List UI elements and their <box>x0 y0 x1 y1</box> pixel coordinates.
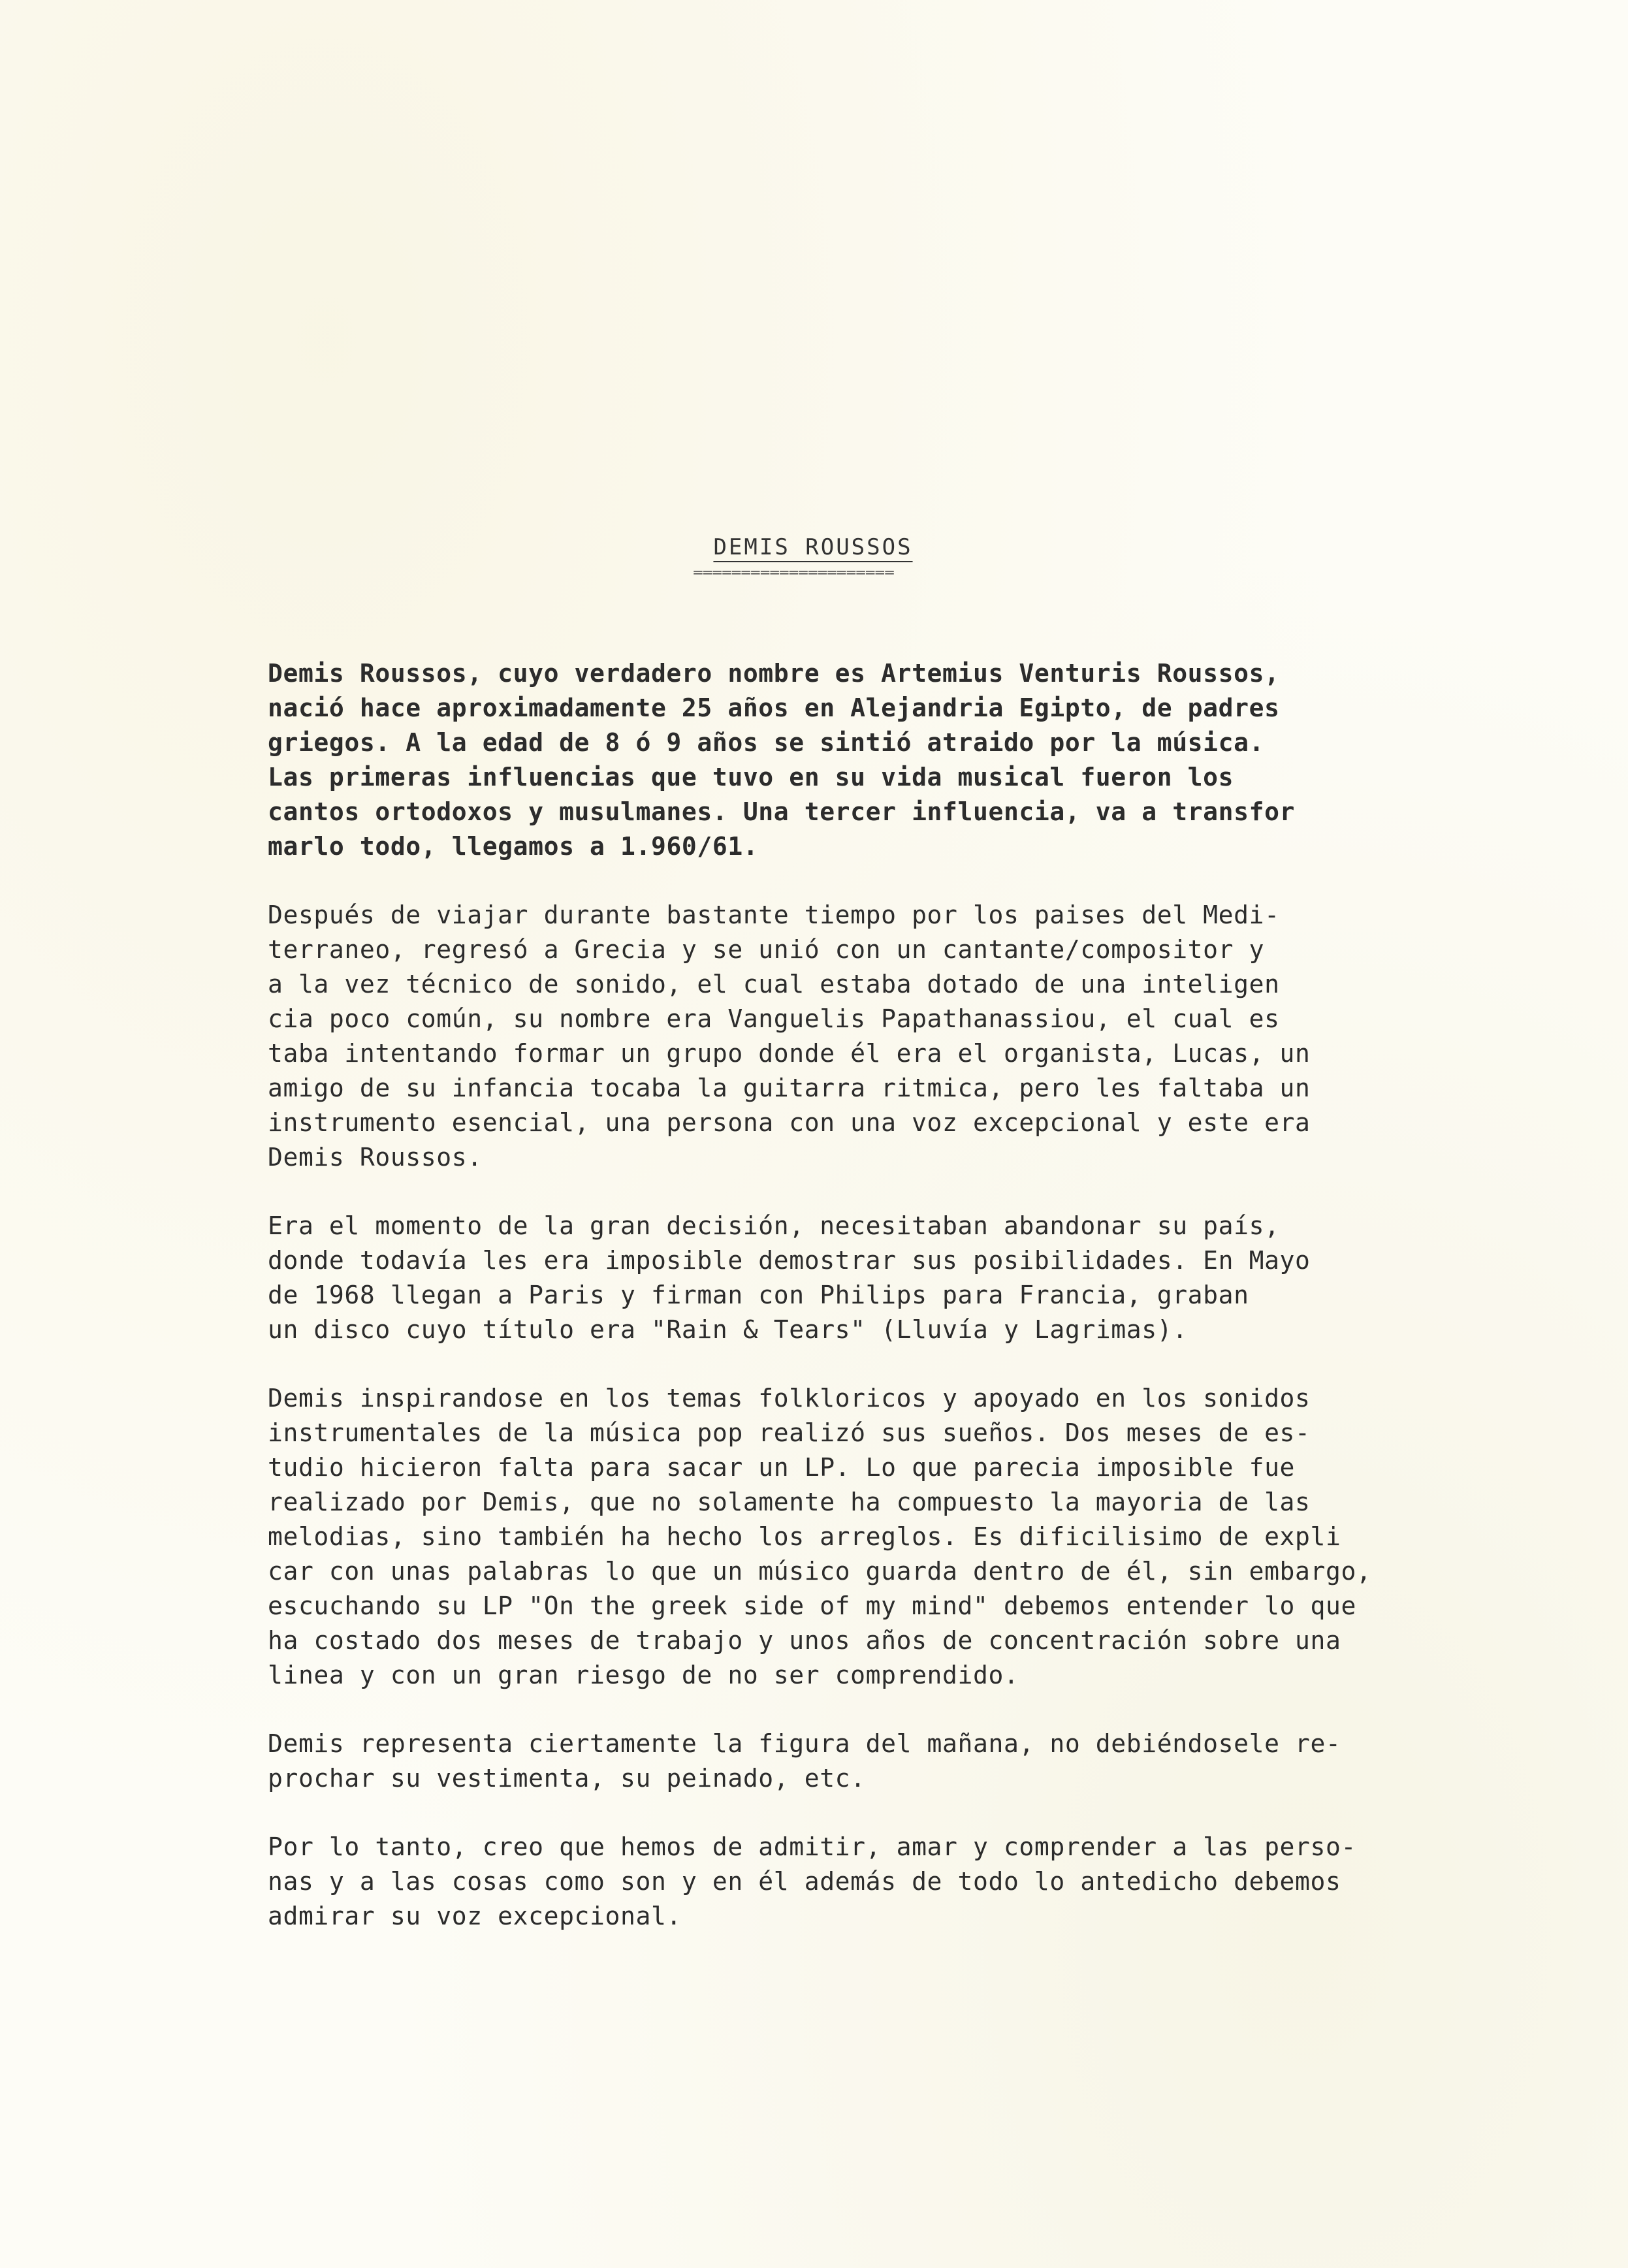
text-line: terraneo, regresó a Grecia y se unió con un cantante/compositor y <box>268 935 1265 964</box>
text-line: escuchando su LP "On the greek side of my mind" debemos entender lo que <box>268 1591 1356 1620</box>
text-line: de 1968 llegan a Paris y firman con Philips para Francia, graban <box>268 1281 1249 1309</box>
text-line: Por lo tanto, creo que hemos de admitir, amar y comprender a las perso- <box>268 1832 1356 1861</box>
text-line: nació hace aproximadamente 25 años en Alejandria Egipto, de padres <box>268 694 1280 722</box>
text-line: melodias, sino también ha hecho los arreglos. Es dificilisimo de expli <box>268 1522 1341 1551</box>
title-double-rule: ===================== <box>693 566 894 580</box>
text-line: tudio hicieron falta para sacar un LP. Lo que parecia imposible fue <box>268 1453 1296 1482</box>
text-line: Era el momento de la gran decisión, necesitaban abandonar su país, <box>268 1211 1280 1240</box>
text-line: cantos ortodoxos y musulmanes. Una tercer influencia, va a transfor <box>268 797 1296 826</box>
paragraph-2 <box>268 898 1482 1175</box>
text-line: marlo todo, llegamos a 1.960/61. <box>268 832 759 861</box>
title-block <box>611 534 976 581</box>
document-body <box>268 656 1482 1968</box>
paragraph-1 <box>268 656 1482 864</box>
text-line: cia poco común, su nombre era Vanguelis Papathanassiou, el cual es <box>268 1004 1280 1033</box>
text-line: instrumentales de la música pop realizó sus sueños. Dos meses de es- <box>268 1418 1311 1447</box>
text-line: Demis Roussos, cuyo verdadero nombre es Artemius Venturis Roussos, <box>268 659 1280 688</box>
text-line: Después de viajar durante bastante tiempo por los paises del Medi- <box>268 901 1280 929</box>
paragraph-3 <box>268 1209 1482 1347</box>
text-line: realizado por Demis, que no solamente ha compuesto la mayoria de las <box>268 1488 1311 1516</box>
text-line: car con unas palabras lo que un músico guarda dentro de él, sin embargo, <box>268 1557 1372 1586</box>
paragraph-4 <box>268 1381 1482 1693</box>
document-title: DEMIS ROUSSOS <box>713 534 913 560</box>
text-line: admirar su voz excepcional. <box>268 1902 682 1930</box>
text-line: Demis representa ciertamente la figura del mañana, no debiéndosele re- <box>268 1729 1341 1758</box>
text-line: linea y con un gran riesgo de no ser comprendido. <box>268 1661 1019 1689</box>
text-line: ha costado dos meses de trabajo y unos años de concentración sobre una <box>268 1626 1341 1655</box>
text-line: Las primeras influencias que tuvo en su vida musical fueron los <box>268 763 1234 791</box>
text-line: instrumento esencial, una persona con una voz excepcional y este era <box>268 1108 1311 1137</box>
text-line: prochar su vestimenta, su peinado, etc. <box>268 1764 866 1793</box>
text-line: griegos. A la edad de 8 ó 9 años se sintió atraido por la música. <box>268 728 1265 757</box>
paragraph-5 <box>268 1727 1482 1796</box>
text-line: nas y a las cosas como son y en él además de todo lo antedicho debemos <box>268 1867 1341 1896</box>
text-line: Demis Roussos. <box>268 1143 483 1172</box>
text-line: taba intentando formar un grupo donde él era el organista, Lucas, un <box>268 1039 1311 1068</box>
text-line: a la vez técnico de sonido, el cual estaba dotado de una inteligen <box>268 970 1280 998</box>
text-line: donde todavía les era imposible demostrar sus posibilidades. En Mayo <box>268 1246 1311 1275</box>
text-line: Demis inspirandose en los temas folkloricos y apoyado en los sonidos <box>268 1384 1311 1413</box>
paragraph-6 <box>268 1830 1482 1934</box>
text-line: amigo de su infancia tocaba la guitarra ritmica, pero les faltaba un <box>268 1074 1311 1102</box>
text-line: un disco cuyo título era "Rain & Tears" (Lluvía y Lagrimas). <box>268 1315 1188 1344</box>
